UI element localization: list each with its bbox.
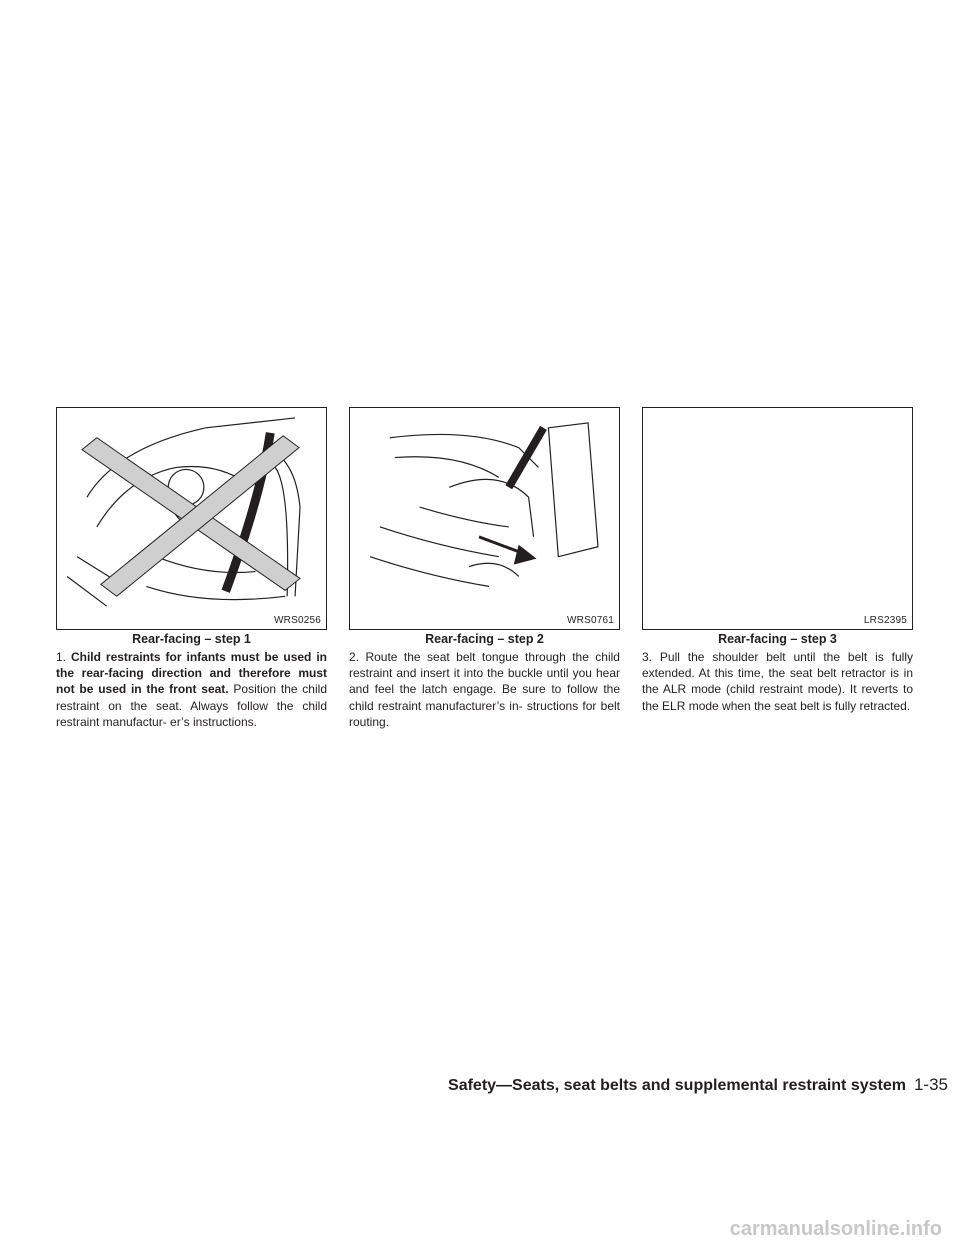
watermark: carmanualsonline.info	[729, 1218, 942, 1240]
step-number: 1.	[56, 650, 67, 664]
child-seat-front-prohibited-illustration	[57, 408, 326, 629]
section-title: Safety—Seats, seat belts and supplemental restraint system	[448, 1077, 906, 1094]
step-warning: Child restraints for infants must be used in the rear-facing direction and therefore must not be used in the front seat.	[56, 650, 327, 697]
page-number: 1-35	[913, 1075, 948, 1094]
step-2-text	[349, 649, 620, 730]
step-1-text	[56, 649, 327, 730]
figure-code: WRS0761	[567, 615, 614, 626]
step-body: Pull the shoulder belt until the belt is fully extended. At this time, the seat belt retractor is in the ALR mode (child restraint mode). It reverts to the ELR mode when the seat belt is fully retracted.	[642, 650, 913, 713]
step-number: 3.	[642, 650, 653, 664]
page-footer	[0, 1075, 948, 1095]
step-body: Route the seat belt tongue through the child restraint and insert it into the buckle until you hear and feel the latch engage. Be sure to follow the child restraint manufacturer’s in- structions for belt routing.	[349, 650, 620, 729]
figure-caption: Rear-facing – step 3	[718, 632, 837, 646]
step-3-text	[642, 649, 913, 714]
figure-caption: Rear-facing – step 1	[132, 632, 251, 646]
step-number: 2.	[349, 650, 360, 664]
figure-code: LRS2395	[863, 615, 907, 626]
step-body: Position the child restraint on the seat. Always follow the child restraint manufactur- er’s instructions.	[56, 682, 327, 729]
figure-rear-facing-step-2	[349, 407, 620, 630]
figure-rear-facing-step-3	[642, 407, 913, 630]
figure-rear-facing-step-1	[56, 407, 327, 630]
seat-belt-buckle-illustration	[350, 408, 619, 629]
figure-caption: Rear-facing – step 2	[425, 632, 544, 646]
figure-code: WRS0256	[274, 615, 321, 626]
